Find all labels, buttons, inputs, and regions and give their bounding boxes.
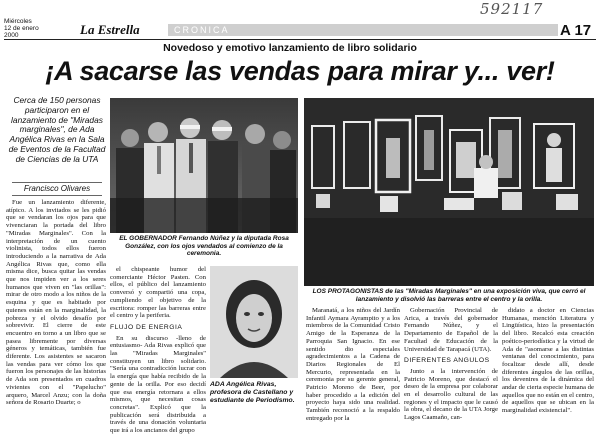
photo-governor <box>110 98 298 233</box>
article-column-4 <box>404 307 498 430</box>
byline-rule <box>12 195 102 196</box>
column-1-text: Fue un lanzamiento diferente, atípico. A los invitados se les pidió que se vendaran los ojos para que vivenciaran la portada del libro "Miradas Marginales". Con la interpretación de un cuento violinista, todos ellos fueron introduciendo a la narrativa de Ada Angélica Rivas que, como ella misma dice, busca quitar las vendas que nos impiden ver a los seres humanos que viven en "las orillas": mirar de otro modo a los niños de la esquina y que es habitado por quienes están en la marginalidad, la pobreza y el olvido desafío por sobrevivir. El cierre de este encuentro en torno a un libro que se pasea libremente por diversas géneros y temáticas, también fue diferente. Los asistentes se sacaron las vendas para ver cómo los que fueron los personajes de las historias de Ada son presentados en cuadros vivientes con el "Papelucho" arquero, Marcel Anzu; con la doña señora de Rosario Duarte; o <box>6 199 106 407</box>
subhead-angulos: DIFERENTES ANGULOS <box>404 357 490 365</box>
article-column-3 <box>306 307 400 430</box>
section-name: CRONICA <box>174 25 230 35</box>
photo-portrait-image <box>210 266 298 378</box>
photo-governor-image <box>110 98 298 233</box>
issue-date <box>4 18 64 39</box>
issue-year: 2000 <box>4 32 19 39</box>
photo-portrait <box>210 266 298 378</box>
lead-rule <box>12 182 102 183</box>
column-4-text: Gobernación Provincial de Arica, a través del gobernador Fernando Núñez, y el Departamento de Español de la Facultad de Educación de la Universidad de Tarapacá (UTA). <box>404 307 498 353</box>
article-column-1 <box>6 199 106 429</box>
newspaper-name: La Estrella <box>80 22 140 37</box>
article-lead: Cerca de 150 personas participaron en el lanzamiento de "Miradas marginales", de Ada Angélica Rivas en la Sala de Eventos de la Facultad de Ciencias de la UTA <box>8 95 106 164</box>
issue-date-text: 12 de enero <box>4 25 39 32</box>
article-column-5 <box>502 307 594 430</box>
photo-exhibition <box>304 98 594 286</box>
caption-exhibition: LOS PROTAGONISTAS de las "Miradas Marginales" en una exposición viva, que cerró el lanzamiento y disolvió las barreras entre el centro y la orilla. <box>312 288 586 303</box>
photo-exhibition-image <box>304 98 594 286</box>
article-column-2 <box>110 266 206 435</box>
handwritten-annotation: 592117 <box>480 0 544 18</box>
caption-governor: EL GOBERNADOR Fernando Núñez y la diputada Rosa González, con los ojos vendados al comienzo de la ceremonia. <box>119 235 289 258</box>
subhead-flujo: FLUJO DE ENERGIA <box>110 323 183 331</box>
column-4b-text: Junto a la intervención de Patricio Moreno, que destacó el deseo de la empresa por colaborar en el desarrollo cultural de las regiones y el impacto que le causó la obra, el decano de la UTA Jorge Lagos Caamaño, can- <box>404 367 498 422</box>
column-2b-text: En su discurso -lleno de entusiasmo- Ada Rivas explicó que las "Miradas Marginales" constituyen un libro solidario. "Sería una contradicción lucrar con la energía que había recibido de la gente de la orilla. Por eso decidí que esa energía retornara a ellos mismos, que necesitan cosas concretas". Explicó que la publicación será distribuida a través de una donación voluntaria que irá a los ancianos del grupo <box>110 334 206 435</box>
article-headline: ¡A sacarse las vendas para mirar y... ver! <box>45 56 555 86</box>
column-2-text: el chispeante humor del comerciante Héctor Pasten. Con ellos, el público del lanzamiento conversó y compartió una copa, cumpliendo el objetivo de la escritora: romper las barreras entre el centro y la periferia. <box>110 266 206 320</box>
column-5-text: didato a doctor en Ciencias Humanas, mención Literatura y Lingüística, hizo la presentación del libro. Recalcó esta creación poético-periodística y la virtud de Ada de "asomarse a las distintas ventanas del conocimiento, para focalizar desde allí, desde diferentes ángulos de las orillas, los devenires de la dinámica del andar de cierta especie humana de aquellos que no están en el centro, de aquellos que se ubican en la marginalidad existencial". <box>502 307 594 415</box>
column-3-text: Maranatá, a los niños del Jardín Infantil Aymara Ayrampito y a los miembros de la Comunidad Cristo Amigo de la Esperanza de la Parroquia San Ignacio. En ese sentido dio especiales agradecimientos a la Cadena de Diarios Regionales de El Mercurio, representada en la ceremonia por su gerente general, Patricio Moreno de Beer, por haber procedido a la edición del proyecto haya sido una realidad. También reconoció a la respaldo entregado por la <box>306 307 400 422</box>
masthead-rule <box>4 39 596 40</box>
byline: Francisco Olivares <box>23 184 91 193</box>
issue-day: Miércoles <box>4 18 32 25</box>
page-number: A 17 <box>560 22 592 39</box>
article-kicker: Novedoso y emotivo lanzamiento de libro solidario <box>163 42 417 54</box>
caption-portrait: ADA Angélica Rivas, profesora de Castellano y estudiante de Periodismo. <box>210 381 295 404</box>
section-banner <box>168 24 558 36</box>
